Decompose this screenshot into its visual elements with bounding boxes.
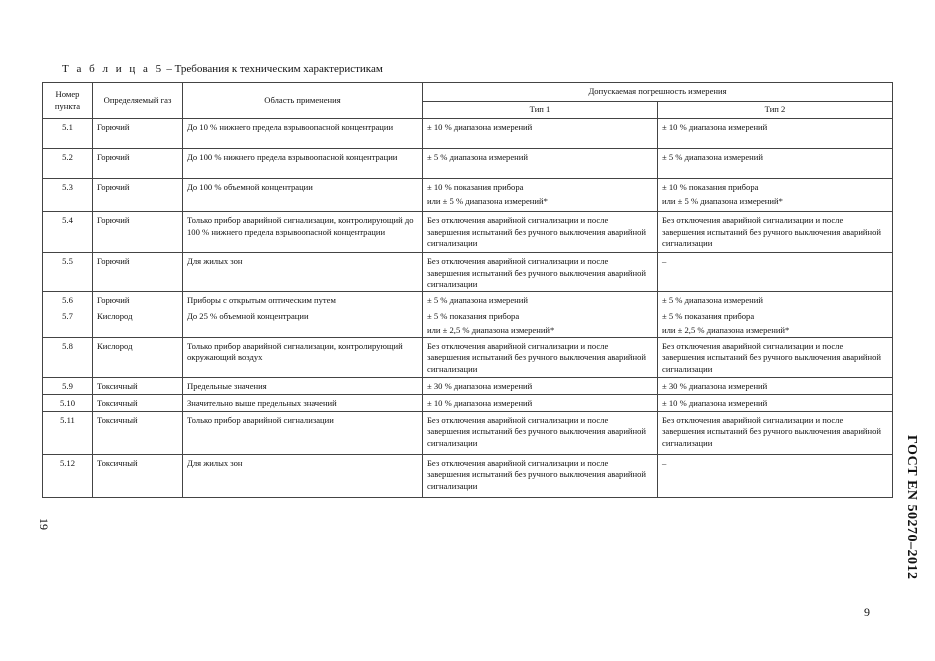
error-line: Без отключения аварийной сигнализации и после завершения испытаний без ручного выключения аварийной сигнализации [662, 215, 882, 248]
header-type2: Тип 2 [658, 102, 893, 119]
row-type2 [658, 411, 893, 454]
row-type2 [658, 179, 893, 212]
table-row [43, 394, 893, 411]
error-line: или ± 5 % диапазона измерений* [427, 195, 548, 206]
header-gas: Определяемый газ [93, 83, 183, 119]
row-gas: Кислород [93, 337, 183, 377]
row-area: До 100 % объемной концентрации [183, 179, 423, 212]
row-area: Предельные значения [183, 377, 423, 394]
row-type2 [658, 308, 893, 337]
row-area: Для жилых зон [183, 454, 423, 497]
table-row [43, 411, 893, 454]
error-line: ± 5 % диапазона измерений [427, 152, 528, 162]
table-row [43, 308, 893, 337]
row-type1 [423, 394, 658, 411]
row-area: Приборы с открытым оптическим путем [183, 291, 423, 308]
document-code: ГОСТ EN 50270–2012 [904, 435, 919, 580]
row-number: 5.2 [43, 149, 93, 179]
row-type2 [658, 377, 893, 394]
row-type1 [423, 411, 658, 454]
row-number: 5.1 [43, 119, 93, 149]
header-error: Допускаемая погрешность измерения [423, 83, 893, 102]
row-gas: Токсичный [93, 394, 183, 411]
error-line: или ± 5 % диапазона измерений* [662, 195, 783, 206]
row-number: 5.3 [43, 179, 93, 212]
error-line: ± 5 % диапазона измерений [662, 152, 763, 162]
error-line: Без отключения аварийной сигнализации и после завершения испытаний без ручного выключения аварийной сигнализации [662, 414, 882, 448]
table-row [43, 179, 893, 212]
table-row [43, 337, 893, 377]
table-row [43, 253, 893, 292]
row-type2 [658, 394, 893, 411]
row-gas: Горючий [93, 119, 183, 149]
error-line: Без отключения аварийной сигнализации и после завершения испытаний без ручного выключения аварийной сигнализации [427, 414, 647, 448]
caption-label: Т а б л и ц а 5 [62, 63, 164, 75]
row-area: Только прибор аварийной сигнализации, контролирующий окружающий воздух [183, 337, 423, 377]
row-number: 5.8 [43, 337, 93, 377]
table-row [43, 377, 893, 394]
header-num: Номер пункта [43, 83, 93, 119]
row-type2 [658, 149, 893, 179]
error-line: ± 5 % показания прибора [427, 311, 520, 321]
error-line: ± 5 % диапазона измерений [427, 294, 528, 305]
row-type2 [658, 291, 893, 308]
error-line: Без отключения аварийной сигнализации и после завершения испытаний без ручного выключения аварийной сигнализации [427, 215, 647, 248]
error-line: ± 10 % показания прибора [427, 182, 524, 192]
error-line: – [662, 256, 667, 266]
row-number: 5.5 [43, 253, 93, 292]
row-type2 [658, 337, 893, 377]
row-number: 5.9 [43, 377, 93, 394]
row-area: Для жилых зон [183, 253, 423, 292]
error-line: ± 10 % показания прибора [662, 182, 759, 192]
row-gas: Токсичный [93, 377, 183, 394]
row-area: Только прибор аварийной сигнализации, контролирующий до 100 % нижнего предела взрывоопасной концентрации [183, 212, 423, 253]
row-gas: Горючий [93, 253, 183, 292]
row-gas: Токсичный [93, 411, 183, 454]
row-gas: Горючий [93, 212, 183, 253]
table-row [43, 119, 893, 149]
row-number: 5.7 [43, 308, 93, 337]
row-area: До 25 % объемной концентрации [183, 308, 423, 337]
row-gas: Горючий [93, 149, 183, 179]
error-line: ± 5 % диапазона измерений [662, 294, 763, 305]
error-line: ± 5 % показания прибора [662, 311, 755, 321]
row-type2 [658, 454, 893, 497]
table-body [43, 119, 893, 498]
row-number: 5.6 [43, 291, 93, 308]
row-type1 [423, 212, 658, 253]
row-number: 5.10 [43, 394, 93, 411]
row-gas: Горючий [93, 291, 183, 308]
header-area: Область применения [183, 83, 423, 119]
rotated-page-number: 19 [37, 518, 51, 530]
row-type1 [423, 179, 658, 212]
row-gas: Горючий [93, 179, 183, 212]
row-type2 [658, 212, 893, 253]
header-type1: Тип 1 [423, 102, 658, 119]
row-type2 [658, 119, 893, 149]
row-gas: Кислород [93, 308, 183, 337]
row-area: Значительно выше предельных значений [183, 394, 423, 411]
error-line: Без отключения аварийной сигнализации и после завершения испытаний без ручного выключения аварийной сигнализации [427, 256, 647, 289]
error-line: или ± 2,5 % диапазона измерений* [662, 324, 790, 335]
error-line: Без отключения аварийной сигнализации и после завершения испытаний без ручного выключения аварийной сигнализации [427, 457, 647, 491]
error-line: ± 10 % диапазона измерений [662, 397, 768, 408]
table-row [43, 291, 893, 308]
row-type1 [423, 119, 658, 149]
row-type1 [423, 337, 658, 377]
row-type1 [423, 308, 658, 337]
table-caption [62, 63, 383, 75]
row-number: 5.11 [43, 411, 93, 454]
error-line: – [662, 457, 667, 468]
row-area: До 10 % нижнего предела взрывоопасной концентрации [183, 119, 423, 149]
page-number: 9 [864, 605, 870, 619]
table-row [43, 454, 893, 497]
row-type1 [423, 291, 658, 308]
row-type2 [658, 253, 893, 292]
row-gas: Токсичный [93, 454, 183, 497]
error-line: ± 10 % диапазона измерений [662, 122, 768, 132]
caption-text: – Требования к техническим характеристикам [163, 63, 383, 75]
table-row [43, 149, 893, 179]
row-area: Только прибор аварийной сигнализации [183, 411, 423, 454]
error-line: ± 30 % диапазона измерений [662, 380, 768, 391]
requirements-table [42, 82, 893, 498]
row-type1 [423, 377, 658, 394]
error-line: ± 10 % диапазона измерений [427, 397, 533, 408]
table-row [43, 212, 893, 253]
row-area: До 100 % нижнего предела взрывоопасной концентрации [183, 149, 423, 179]
error-line: Без отключения аварийной сигнализации и после завершения испытаний без ручного выключения аварийной сигнализации [427, 340, 647, 374]
row-type1 [423, 149, 658, 179]
row-type1 [423, 253, 658, 292]
row-number: 5.4 [43, 212, 93, 253]
error-line: ± 30 % диапазона измерений [427, 380, 533, 391]
row-number: 5.12 [43, 454, 93, 497]
error-line: или ± 2,5 % диапазона измерений* [427, 324, 555, 335]
error-line: Без отключения аварийной сигнализации и после завершения испытаний без ручного выключения аварийной сигнализации [662, 340, 882, 374]
error-line: ± 10 % диапазона измерений [427, 122, 533, 132]
row-type1 [423, 454, 658, 497]
